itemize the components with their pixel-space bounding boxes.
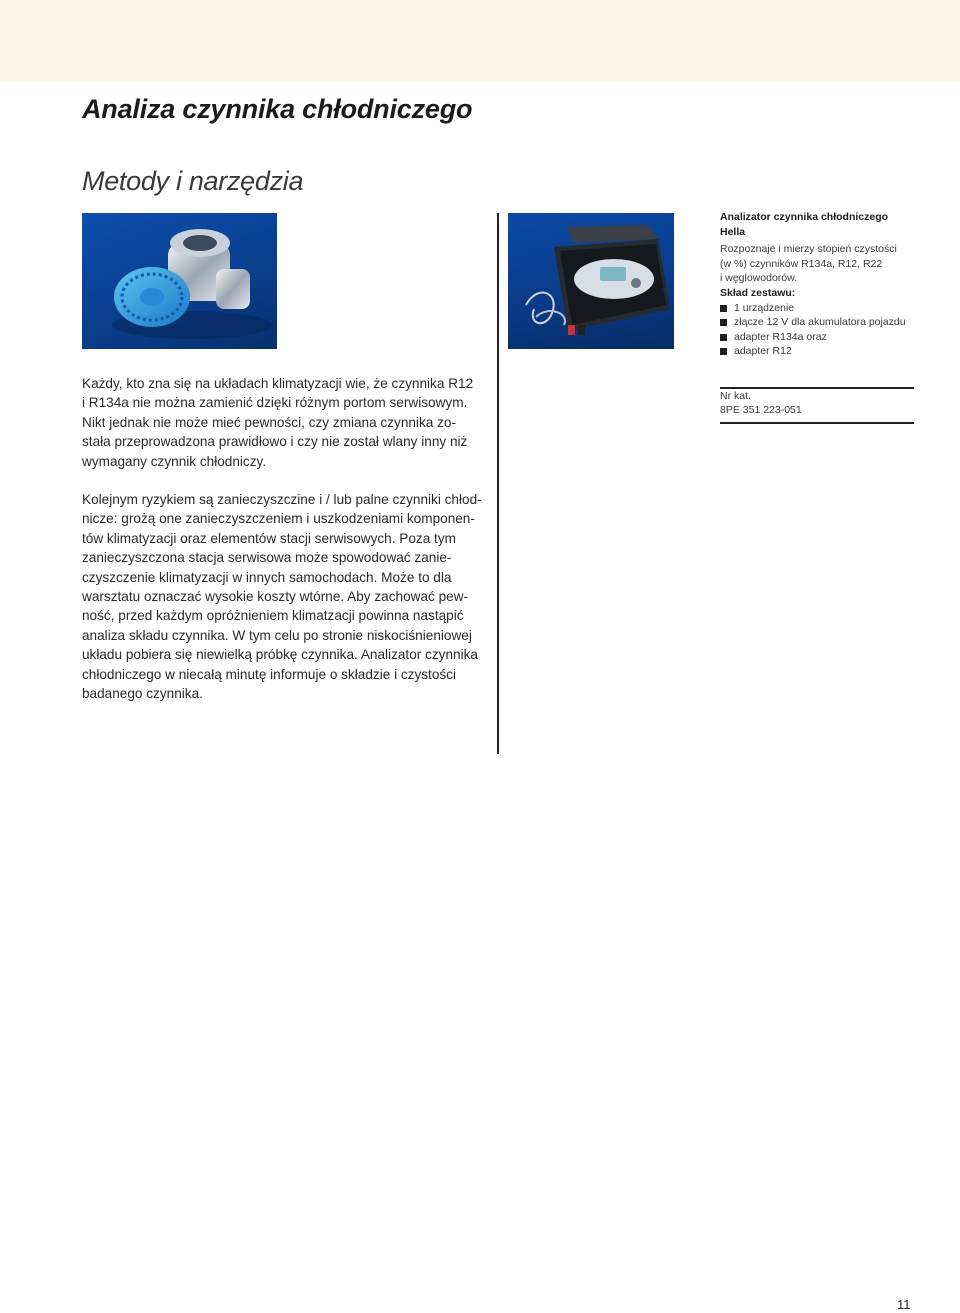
list-item: złącze 12 V dla akumulatora pojazdu <box>720 315 920 330</box>
top-color-band <box>0 0 960 82</box>
catalog-rule-top <box>720 387 914 389</box>
kit-contents-title: Skład zestawu: <box>720 286 796 299</box>
square-bullet-icon <box>720 305 727 312</box>
page-title: Analiza czynnika chłodniczego <box>82 94 473 124</box>
product-heading: Analizator czynnika chłodniczego Hella <box>720 211 889 238</box>
product-description: Rozpoznaje i mierzy stopień czystości (w %) czynników R134a, R12, R22 i węglowodorów. <box>720 243 897 285</box>
square-bullet-icon <box>720 319 727 326</box>
page-number: 11 <box>897 1297 911 1312</box>
intro-paragraph: Każdy, kto zna się na układach klimatyzacji wie, że czynnika R12 i R134a nie można zamienić dzięki różnym portom serwisowym. Nikt jednak nie może mieć pewności, czy zmiana czynnika zo- stała przeprowadzona prawidłowo i czy nie został wlany inny niż wymagany czynnik chłodniczy. <box>82 376 474 469</box>
catalog-number: 8PE 351 223-051 <box>720 403 802 416</box>
risk-paragraph: Kolejnym ryzykiem są zanieczyszczine i / lub palne czynniki chłod- nicze: grożą one zanieczyszczeniem i uszkodzeniami komponen- tów klimatyzacji oraz elementów stacji serwisowych. Poza tym zanieczyszczona stacja serwisowa może spowodować zanie- czyszczenie klimatyzacji w innych samochodach. Może to dla warsztatu oznaczać wysokie koszty wtórne. Aby zachować pew- ność, przed każdym opróżnieniem klimatzacji powinna nastąpić analiza składu czynnika. W tym celu po stronie niskociśnieniowej układu pobiera się niewielką próbkę czynnika. Analizator czynnika chłodniczego w niecałą minutę informuje o składzie i czystości badanego czynnika. <box>82 492 482 702</box>
page-subtitle: Metody i narzędzia <box>82 166 304 196</box>
list-item: 1 urządzenie <box>720 301 920 316</box>
catalog-number-block <box>720 390 802 417</box>
list-item: adapter R134a oraz <box>720 330 920 345</box>
column-divider <box>497 213 499 754</box>
catalog-label: Nr kat. <box>720 390 751 402</box>
square-bullet-icon <box>720 334 727 341</box>
list-item: adapter R12 <box>720 344 920 359</box>
catalog-rule-bottom <box>720 422 914 424</box>
square-bullet-icon <box>720 348 727 355</box>
analyzer-kit-photo <box>508 213 674 349</box>
kit-contents-list <box>720 301 920 359</box>
product-info <box>720 210 920 359</box>
service-coupler-photo <box>82 213 277 349</box>
